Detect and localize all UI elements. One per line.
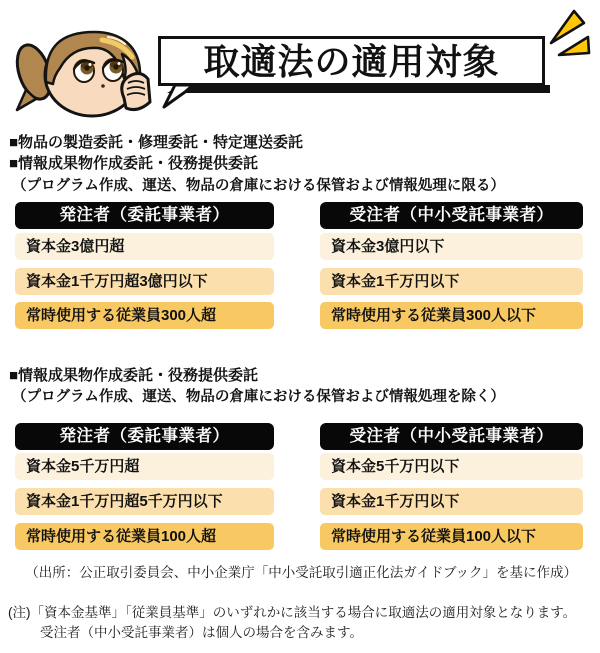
table-row: 資本金3億円以下 bbox=[320, 233, 583, 260]
footnote-line-2: 受注者（中小受託事業者）は個人の場合を含みます。 bbox=[40, 625, 363, 640]
table-row: 常時使用する従業員100人以下 bbox=[320, 523, 583, 550]
emphasis-spark-icon bbox=[536, 8, 596, 64]
table1-left-header: 発注者（委託事業者） bbox=[15, 202, 274, 229]
table-row: 資本金5千万円超 bbox=[15, 453, 274, 480]
table-row: 資本金3億円超 bbox=[15, 233, 274, 260]
section2-note: （プログラム作成、運送、物品の倉庫における保管および情報処理を除く） bbox=[12, 389, 505, 405]
section1-bullet-2: ■情報成果物作成委託・役務提供委託 bbox=[9, 155, 259, 172]
thinking-woman-icon bbox=[10, 20, 160, 128]
thinking-woman-illustration bbox=[10, 20, 160, 128]
page-title bbox=[158, 36, 545, 86]
source-attribution: （出所：公正取引委員会、中小企業庁「中小受託取引適正化法ガイドブック」を基に作成） bbox=[25, 565, 577, 580]
table2-left-header: 発注者（委託事業者） bbox=[15, 423, 274, 450]
speech-bubble-tail-icon bbox=[161, 82, 201, 110]
table-row: 資本金1千万円超5千万円以下 bbox=[15, 488, 274, 515]
table-row: 資本金1千万円以下 bbox=[320, 488, 583, 515]
table-row: 常時使用する従業員100人超 bbox=[15, 523, 274, 550]
table-row: 常時使用する従業員300人以下 bbox=[320, 302, 583, 329]
page-title-text: 取適法の適用対象 bbox=[203, 41, 500, 82]
table2-right-header: 受注者（中小受託事業者） bbox=[320, 423, 583, 450]
section1-bullet-1: ■物品の製造委託・修理委託・特定運送委託 bbox=[9, 134, 304, 151]
section2-bullet-1: ■情報成果物作成委託・役務提供委託 bbox=[9, 367, 259, 384]
table-row: 資本金1千万円以下 bbox=[320, 268, 583, 295]
table-row: 資本金5千万円以下 bbox=[320, 453, 583, 480]
table-row: 資本金1千万円超3億円以下 bbox=[15, 268, 274, 295]
table-row: 常時使用する従業員300人超 bbox=[15, 302, 274, 329]
section1-note: （プログラム作成、運送、物品の倉庫における保管および情報処理に限る） bbox=[12, 178, 505, 194]
footnote-line-1: (注)「資本金基準」「従業員基準」のいずれかに該当する場合に取適法の適用対象となります。 bbox=[8, 605, 577, 620]
table1-right-header: 受注者（中小受託事業者） bbox=[320, 202, 583, 229]
